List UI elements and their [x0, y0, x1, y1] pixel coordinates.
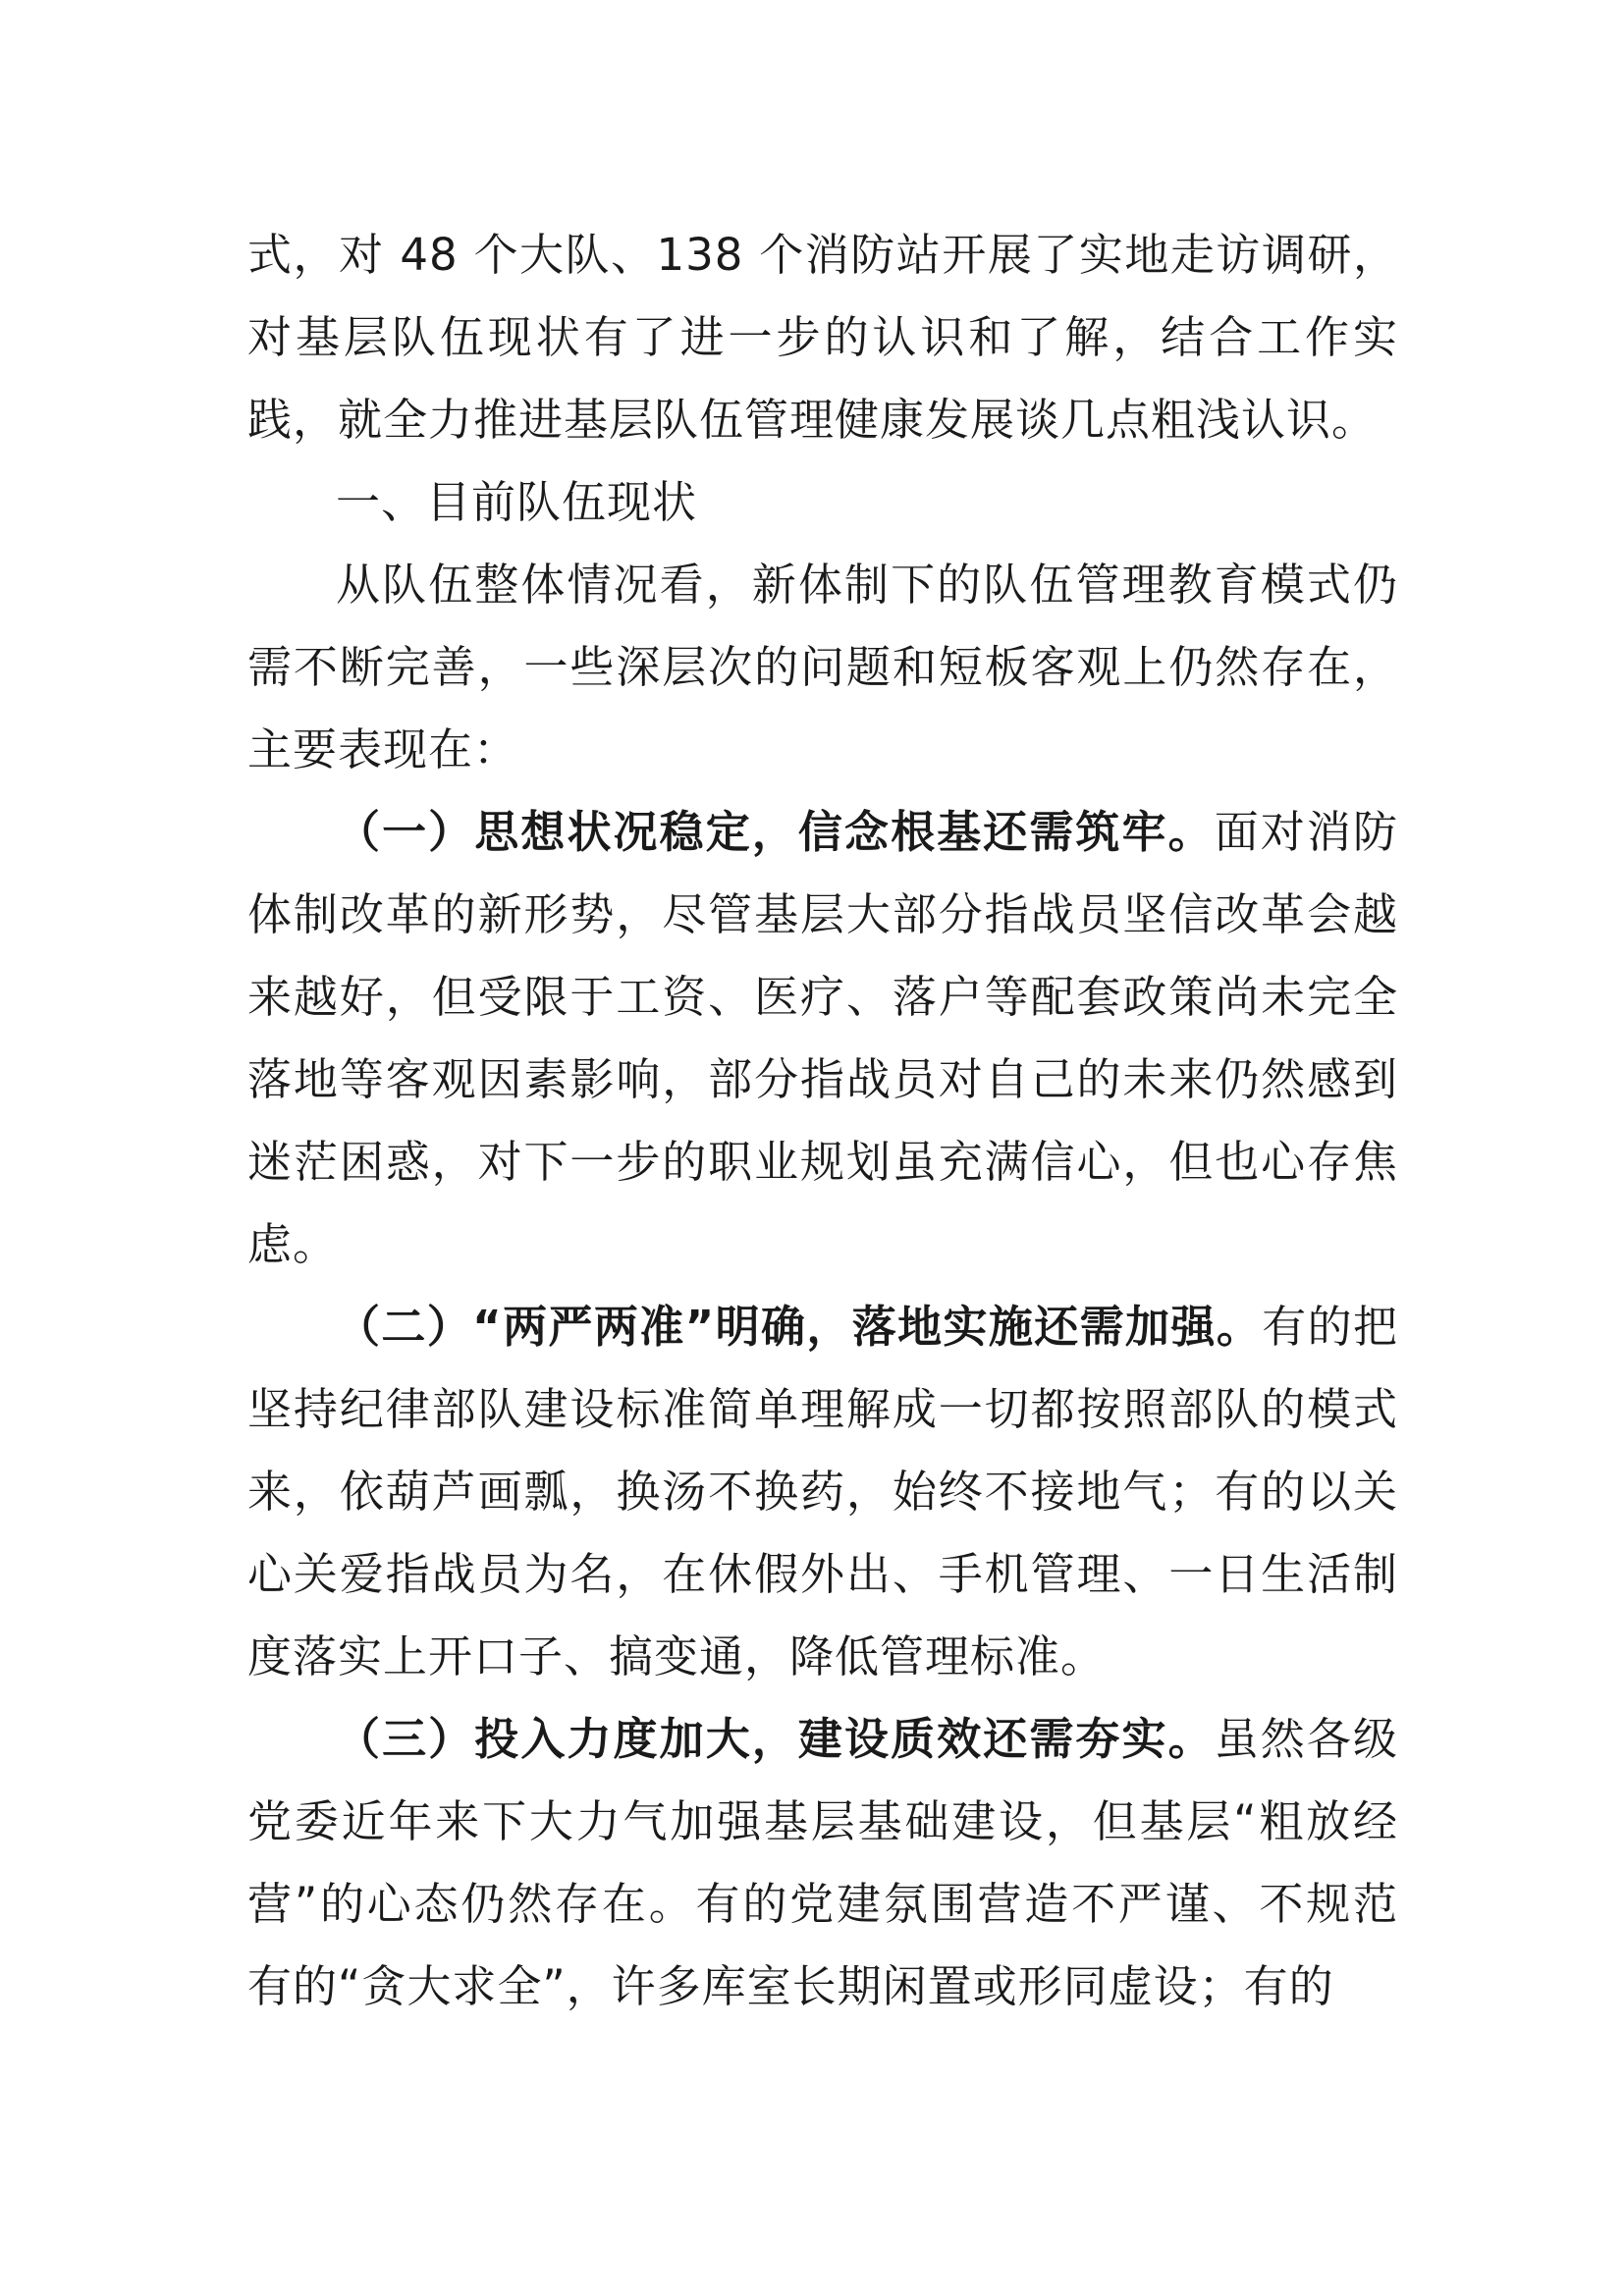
section-heading: 一、目前队伍现状 — [336, 476, 698, 528]
point-body-1: 面对消防体制改革的新形势，尽管基层大部分指战员坚信改革会越来越好，但受限于工资、医疗、落户等配套政策尚未完全落地等客观因素影响，部分指战员对自己的未来仍然感到迷茫困惑，对下一步的职业规划虽充满信心，但也心存焦虑。 — [247, 806, 1398, 1270]
point-paragraph-2 — [247, 1286, 1398, 1698]
document-body — [247, 214, 1398, 2028]
overview-paragraph: 从队伍整体情况看，新体制下的队伍管理教育模式仍需不断完善，一些深层次的问题和短板客观上仍然存在，主要表现在： — [247, 559, 1398, 775]
point-lead-2: （二）“两严两准”明确，落地实施还需加强。 — [336, 1301, 1263, 1353]
point-body-2: 有的把坚持纪律部队建设标准简单理解成一切都按照部队的模式来，依葫芦画瓢，换汤不换药，始终不接地气；有的以关心关爱指战员为名，在休假外出、手机管理、一日生活制度落实上开口子、搞变通，降低管理标准。 — [247, 1301, 1398, 1682]
point-paragraph-1 — [247, 791, 1398, 1286]
point-body-3: 虽然各级党委近年来下大力气加强基层基础建设，但基层“粗放经营”的心态仍然存在。有的党建氛围营造不严谨、不规范有的“贪大求全”，许多库室长期闲置或形同虚设；有的 — [247, 1713, 1398, 2012]
point-lead-3: （三）投入力度加大，建设质效还需夯实。 — [336, 1713, 1215, 1765]
point-paragraph-3 — [247, 1698, 1398, 2028]
intro-paragraph: 式，对 48 个大队、138 个消防站开展了实地走访调研，对基层队伍现状有了进一步的认识和了解，结合工作实践，就全力推进基层队伍管理健康发展谈几点粗浅认识。 — [247, 229, 1398, 446]
point-lead-1: （一）思想状况稳定，信念根基还需筑牢。 — [336, 806, 1215, 858]
